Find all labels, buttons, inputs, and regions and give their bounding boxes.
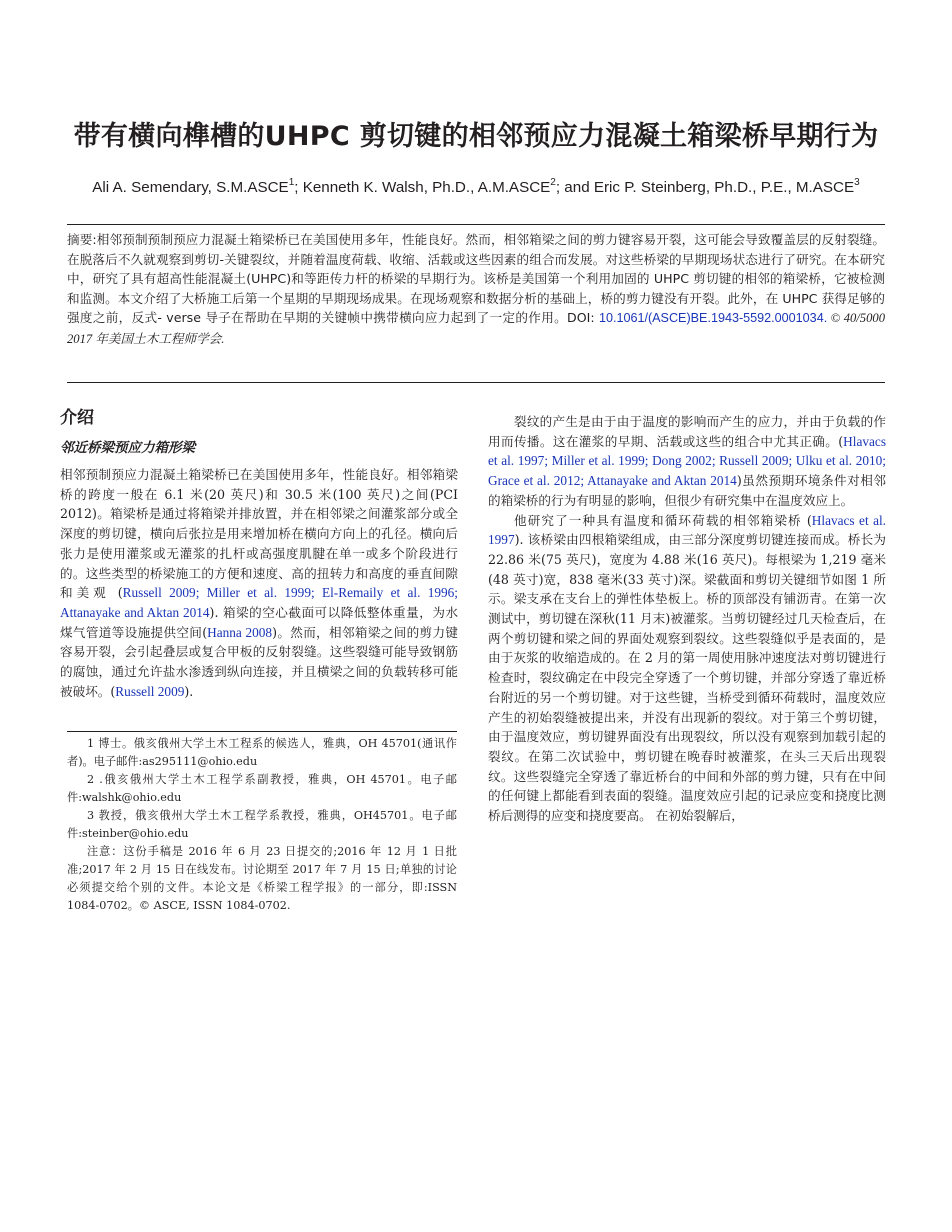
- right-column: [488, 412, 886, 826]
- footnotes: [67, 735, 457, 915]
- body-text: )虽然预期环境条件对相邻的箱梁桥的行为有明显的影响，但很少有研究集中在温度效应上。: [488, 473, 886, 508]
- author-3: ; and Eric P. Steinberg, Ph.D., P.E., M.ASCE: [555, 179, 855, 197]
- left-column: [60, 465, 458, 701]
- body-text: ). 箱梁的空心截面可以降低整体重量，为水煤气管道等设施提供空间(: [60, 604, 458, 640]
- author-1: Ali A. Semendary, S.M.ASCE: [92, 179, 289, 197]
- abstract-top-rule: [67, 224, 885, 225]
- body-text: ). 该桥梁由四根箱梁组成，由三部分深度剪切键连接而成。桥长为 22.86 米(75 英尺)，宽度为 4.88 米(16 英尺)。每根梁为 1,219 毫米(48 英寸)宽，838 毫米(33 英寸)深。梁截面和剪切关键细节如图 1 所示。梁支承在支台上的弹性体垫板上。桥的顶部没有铺沥青。在第一次测试中，剪切键在深秋(11 月末)被灌浆。当剪切键经过几天检查后，在两个剪切键和梁之间的界面处观察到裂纹。这些裂缝似乎是表面的，是由于灰浆的收缩造成的。在 2 月的第一周使用脉冲速度法对剪切键进行检查时，裂纹确定在中段完全穿透了一个剪切键，并部分穿透了靠近桥台附近的另一个剪切键。对于这些键，当桥受到循环荷载时，温度效应产生的初始裂缝被提出来，并没有出现新的裂纹。对于第三个剪切键，由于温度效应，剪切键界面没有出现裂纹，所以没有观察到加载引起的裂纹。在第二次试验中，剪切键在晚春时被灌浆，在头三天后出现裂纹。这些裂缝完全穿透了靠近桥台的中间和外部的剪力键，只有在中间的任何键上都能看到表面的裂缝。温度效应引起的记录应变和挠度比测桥后测得的应变和挠度要高。 在初始裂解后，: [488, 532, 886, 824]
- body-text: 相邻预制预应力混凝土箱梁桥已在美国使用多年，性能良好。相邻箱梁桥的跨度一般在 6.1 米(20 英尺)和 30.5 米(100 英尺)之间(PCI 2012)。箱梁桥是通过将箱梁并排放置，并在相邻梁之间灌浆部分或全深度的剪切键，横向后张拉是用来增加桥在横向方向上的孔径。横向后张力是使用灌浆或无灌浆的扎杆或高强度肌腱在单一或多个阶段进行的。这些类型的桥梁施工的方便和速度、高的扭转力和高度的垂直间隙和美观 (: [60, 467, 458, 601]
- body-text: 裂纹的产生是由于由于温度的影响而产生的应力，并由于负载的作用而传播。这在灌浆的早期、活载或这些的组合中尤其正确。(: [488, 414, 886, 449]
- author-3-affil: 3: [854, 177, 860, 188]
- footnote-rule: [67, 731, 457, 732]
- paper-title: 带有横向榫槽的UHPC 剪切键的相邻预应力混凝土箱梁桥早期行为: [73, 121, 879, 152]
- abstract-copyright: © 40/5000 2017 年美国土木工程师学会.: [67, 311, 885, 346]
- author-2-affil: 2: [550, 177, 556, 188]
- abstract-bottom-rule: [67, 382, 885, 383]
- subsection-heading: 邻近桥梁预应力箱形梁: [60, 440, 195, 456]
- citation-link[interactable]: Hlavacs et al. 1997: [488, 512, 886, 548]
- body-text: ).: [184, 683, 194, 699]
- right-paragraph-1: [488, 412, 886, 511]
- body-text: 他研究了一种具有温度和循环荷载的相邻箱梁桥 (: [514, 512, 812, 528]
- left-paragraph-1: [60, 465, 458, 701]
- abstract-text: 摘要:相邻预制预制预应力混凝土箱梁桥已在美国使用多年，性能良好。然而，相邻箱梁之间的剪力键容易开裂，这可能会导致覆盖层的反射裂缝。在脱落后不久就观察到剪切-关键裂纹，并随着温度荷载、收缩、活载或这些因素的组合而发展。对这些桥梁的早期现场状态进行了研究。在本研究中，研究了具有超高性能混凝土(UHPC)和等距传力杆的桥梁的早期行为。该桥是美国第一个利用加固的 UHPC 剪切键的相邻的箱梁桥，它被检测和监测。本文介绍了大桥施工后第一个星期的早期现场成果。在现场观察和数据分析的基础上，桥的剪力键没有开裂。此外，在 UHPC 获得足够的强度之前，反式- verse 导子在帮助在早期的关键帧中携带横向应力起到了一定的作用。DOI:: [67, 232, 885, 325]
- author-line: [40, 173, 912, 199]
- citation-link[interactable]: Hanna 2008: [207, 624, 273, 640]
- doi-link[interactable]: 10.1061/(ASCE)BE.1943-5592.0001034.: [598, 311, 828, 325]
- footnote-note: 注意：这份手稿是 2016 年 6 月 23 日提交的;2016 年 12 月 1 日批准;2017 年 2 月 15 日在线发布。讨论期至 2017 年 7 月 15 日;单独的讨论必须提交给个别的文件。本论文是《桥梁工程学报》的一部分，即:ISSN 1084-0702。© ASCE, ISSN 1084-0702.: [67, 845, 457, 912]
- footnote-2: 2 .俄亥俄州大学土木工程学系副教授，雅典，OH 45701。电子邮件:walshk@ohio.edu: [67, 773, 457, 804]
- author-2: ; Kenneth K. Walsh, Ph.D., A.M.ASCE: [294, 179, 551, 197]
- right-paragraph-2: [488, 511, 886, 826]
- author-1-affil: 1: [288, 177, 295, 188]
- section-heading-intro: 介绍: [60, 408, 94, 428]
- footnote-3: 3 教授，俄亥俄州大学土木工程学系教授，雅典，OH45701。电子邮件:steinber@ohio.edu: [67, 809, 457, 840]
- footnote-1: 1 博士。俄亥俄州大学土木工程系的候选人，雅典，OH 45701(通讯作者)。电子邮件:as295111@ohio.edu: [67, 737, 457, 768]
- body-text: )。然而，相邻箱梁之间的剪力键容易开裂，会引起叠层或复合甲板的反射裂缝。这些裂缝可能导致钢筋的腐蚀，通过允许盐水渗透到纵向连接，并且横梁之间的负载转移可能被破坏。(: [60, 624, 458, 699]
- citation-link[interactable]: Russell 2009; Miller et al. 1999; El-Remaily et al. 1996; Attanayake and Aktan 2014: [60, 585, 458, 620]
- citation-link[interactable]: Hlavacs et al. 1997; Miller et al. 1999; Dong 2002; Russell 2009; Ulku et al. 2010; Grace et al. 2012; Attanayake and Aktan 2014: [488, 433, 886, 489]
- abstract: [67, 230, 885, 349]
- citation-link[interactable]: Russell 2009: [115, 683, 185, 699]
